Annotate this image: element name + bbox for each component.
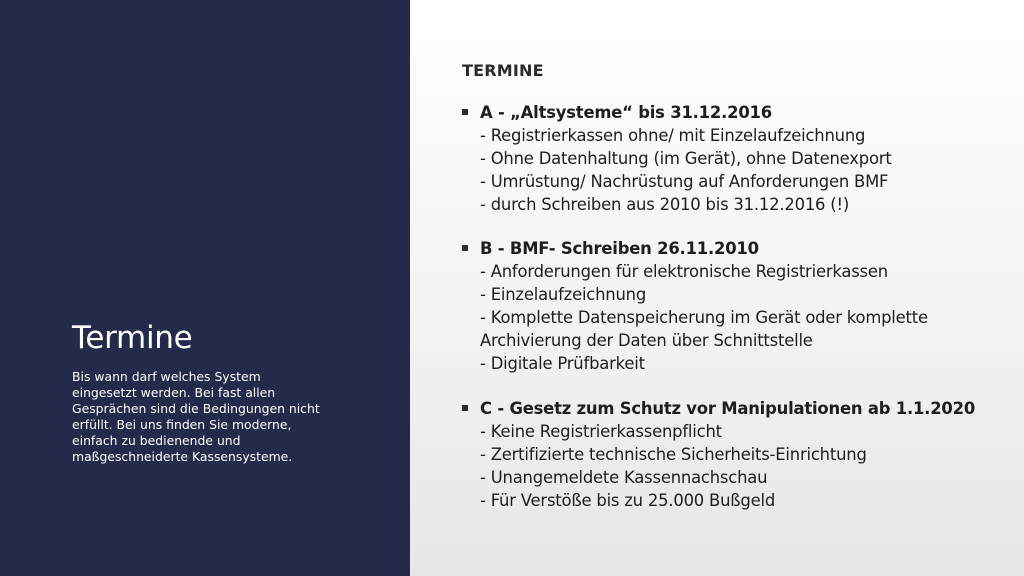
list-item-body: [480, 101, 1010, 216]
list-item-line: - Unangemeldete Kassennachschau: [480, 468, 768, 487]
list-item-title: C - Gesetz zum Schutz vor Manipulationen ab 1.1.2020: [480, 399, 976, 418]
list-item-title: A - „Altsysteme“ bis 31.12.2016: [480, 103, 772, 122]
list-item-line: - Digitale Prüfbarkeit: [480, 354, 645, 373]
slide-title: Termine: [72, 320, 193, 356]
list-item-line: - Keine Registrierkassenpflicht: [480, 422, 722, 441]
list-item-line: - Ohne Datenhaltung (im Gerät), ohne Datenexport: [480, 149, 892, 168]
list-item-line: - Für Verstöße bis zu 25.000 Bußgeld: [480, 491, 776, 510]
square-bullet-icon: [462, 109, 468, 115]
list-item-line: - Anforderungen für elektronische Registrierkassen: [480, 262, 888, 281]
list-item-title: B - BMF- Schreiben 26.11.2010: [480, 239, 759, 258]
square-bullet-icon: [462, 405, 468, 411]
list-item-line: - Komplette Datenspeicherung im Gerät oder komplette: [480, 308, 928, 327]
list-item-line: - Einzelaufzeichnung: [480, 285, 647, 304]
list-item-line: - Registrierkassen ohne/ mit Einzelaufzeichnung: [480, 126, 866, 145]
right-panel: [410, 0, 1024, 576]
list-item-line: Archivierung der Daten über Schnittstelle: [480, 331, 813, 350]
list-item-body: [480, 397, 1010, 512]
list-item-body: [480, 237, 1010, 375]
slide-description: Bis wann darf welches System eingesetzt werden. Bei fast allen Gesprächen sind die Bedingungen nicht erfüllt. Bei uns finden Sie moderne, einfach zu bedienende und maßgeschneiderte Kassensysteme.: [72, 369, 320, 464]
list-item-line: - Zertifizierte technische Sicherheits-Einrichtung: [480, 445, 867, 464]
section-heading: TERMINE: [462, 61, 544, 80]
list-item-line: - Umrüstung/ Nachrüstung auf Anforderungen BMF: [480, 172, 889, 191]
left-panel: [0, 0, 410, 576]
list-item-line: - durch Schreiben aus 2010 bis 31.12.2016 (!): [480, 195, 850, 214]
square-bullet-icon: [462, 245, 468, 251]
